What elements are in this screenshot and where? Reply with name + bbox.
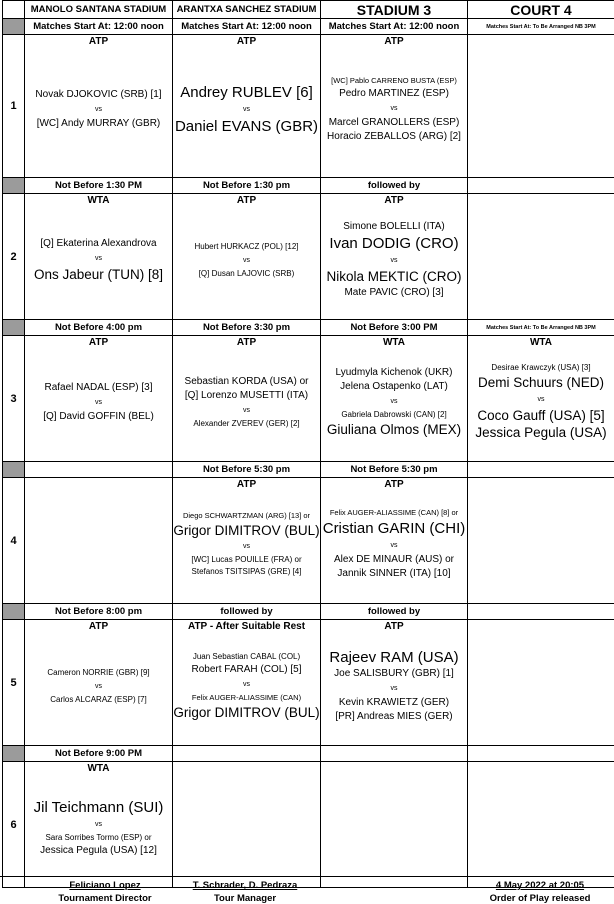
tour-label: ATP	[173, 338, 320, 348]
gray-marker	[3, 604, 25, 620]
player-name: Lyudmyla Kichenok (UKR)	[321, 368, 467, 378]
match-row	[3, 620, 614, 746]
versus-label: vs	[25, 255, 172, 262]
tournament-director-name: Feliciano Lopez	[40, 880, 170, 891]
match-number: 2	[3, 194, 25, 320]
tour-label: ATP	[173, 196, 320, 206]
tour-label: ATP	[173, 480, 320, 490]
time-note-4	[468, 604, 614, 620]
player-name: Rafael NADAL (ESP) [3]	[25, 383, 172, 393]
player-name: Jelena Ostapenko (LAT)	[321, 382, 467, 392]
time-row	[3, 604, 614, 620]
time-note-2: Not Before 5:30 pm	[173, 462, 321, 478]
player-name: Ons Jabeur (TUN) [8]	[25, 268, 172, 282]
versus-label: vs	[173, 257, 320, 264]
tournament-director-title: Tournament Director	[40, 893, 170, 904]
gray-marker	[3, 178, 25, 194]
time-note-3: followed by	[321, 604, 468, 620]
time-note-1	[25, 462, 173, 478]
court-name-2: ARANTXA SANCHEZ STADIUM	[173, 1, 321, 19]
match-cell	[321, 762, 468, 888]
tour-label: WTA	[468, 338, 614, 348]
player-name: Jessica Pegula (USA) [12]	[25, 846, 172, 856]
time-note-3	[321, 746, 468, 762]
match-cell	[468, 194, 614, 320]
player-name: Alex DE MINAUR (AUS) or	[321, 555, 467, 565]
match-cell	[25, 478, 173, 604]
player-name: Juan Sebastian CABAL (COL)	[173, 653, 320, 661]
versus-label: vs	[173, 407, 320, 414]
match-cell	[321, 336, 468, 462]
player-name: Demi Schuurs (NED)	[468, 376, 614, 390]
versus-label: vs	[321, 257, 467, 264]
time-note-3: Not Before 3:00 PM	[321, 320, 468, 336]
player-name: [Q] Lorenzo MUSETTI (ITA)	[173, 391, 320, 401]
match-cell	[173, 194, 321, 320]
player-name: Andrey RUBLEV [6]	[173, 85, 320, 100]
versus-label: vs	[173, 543, 320, 550]
time-note-2	[173, 746, 321, 762]
player-name: Cristian GARIN (CHI)	[321, 521, 467, 536]
tour-label: WTA	[25, 764, 172, 774]
versus-label: vs	[321, 542, 467, 549]
match-cell	[468, 478, 614, 604]
time-note-1: Not Before 1:30 PM	[25, 178, 173, 194]
player-name: Horacio ZEBALLOS (ARG) [2]	[321, 132, 467, 142]
court-header-row	[3, 1, 614, 19]
gray-marker	[3, 746, 25, 762]
player-name: Ivan DODIG (CRO)	[321, 236, 467, 251]
player-name: [PR] Andreas MIES (GER)	[321, 712, 467, 722]
match-cell	[173, 478, 321, 604]
tour-label: ATP	[321, 37, 467, 47]
time-row	[3, 462, 614, 478]
tour-label: WTA	[25, 196, 172, 206]
footer	[0, 876, 614, 901]
player-name: Stefanos TSITSIPAS (GRE) [4]	[173, 568, 320, 576]
match-cell	[25, 762, 173, 888]
tour-label: ATP	[321, 622, 467, 632]
player-name: Jil Teichmann (SUI)	[25, 800, 172, 815]
versus-label: vs	[173, 681, 320, 688]
player-name: Felix AUGER-ALIASSIME (CAN) [8] or	[321, 509, 467, 517]
versus-label: vs	[25, 106, 172, 113]
player-name: Grigor DIMITROV (BUL)	[173, 706, 320, 720]
player-name: Grigor DIMITROV (BUL)	[173, 524, 320, 538]
time-note-4	[468, 462, 614, 478]
player-name: [Q] David GOFFIN (BEL)	[25, 412, 172, 422]
tour-label: WTA	[321, 338, 467, 348]
player-name: [Q] Ekaterina Alexandrova	[25, 239, 172, 249]
court-name-3: STADIUM 3	[321, 1, 468, 19]
player-name: Gabriela Dabrowski (CAN) [2]	[321, 411, 467, 419]
tour-label: ATP	[25, 37, 172, 47]
versus-label: vs	[173, 106, 320, 113]
match-row	[3, 478, 614, 604]
time-note-2: Not Before 3:30 pm	[173, 320, 321, 336]
start-time-4: Matches Start At: To Be Arranged NB 3PM	[468, 19, 614, 35]
versus-label: vs	[468, 396, 614, 403]
match-cell	[468, 336, 614, 462]
tour-label: ATP	[25, 338, 172, 348]
player-name: Nikola MEKTIC (CRO)	[321, 270, 467, 284]
match-cell	[173, 336, 321, 462]
player-name: Sara Sorribes Tormo (ESP) or	[25, 834, 172, 842]
time-row	[3, 320, 614, 336]
match-cell	[25, 35, 173, 178]
player-name: Alexander ZVEREV (GER) [2]	[173, 420, 320, 428]
player-name: Mate PAVIC (CRO) [3]	[321, 288, 467, 298]
match-cell	[173, 35, 321, 178]
tour-label: ATP	[321, 196, 467, 206]
player-name: Felix AUGER-ALIASSIME (CAN)	[173, 694, 320, 702]
match-row	[3, 194, 614, 320]
time-note-3: followed by	[321, 178, 468, 194]
start-time-1: Matches Start At: 12:00 noon	[25, 19, 173, 35]
player-name: Cameron NORRIE (GBR) [9]	[25, 669, 172, 677]
time-note-4	[468, 746, 614, 762]
start-time-row	[3, 19, 614, 35]
court-name-4: COURT 4	[468, 1, 614, 19]
versus-label: vs	[25, 683, 172, 690]
player-name: Novak DJOKOVIC (SRB) [1]	[25, 90, 172, 100]
player-name: Pedro MARTINEZ (ESP)	[321, 89, 467, 99]
corner-cell	[3, 1, 25, 19]
match-row	[3, 336, 614, 462]
gray-marker	[3, 462, 25, 478]
release-note: Order of Play released	[470, 893, 610, 904]
player-name: Desirae Krawczyk (USA) [3]	[468, 364, 614, 372]
player-name: Joe SALISBURY (GBR) [1]	[321, 669, 467, 679]
time-note-1: Not Before 4:00 pm	[25, 320, 173, 336]
player-name: Coco Gauff (USA) [5]	[468, 409, 614, 423]
match-row	[3, 35, 614, 178]
time-note-2: followed by	[173, 604, 321, 620]
match-cell	[468, 35, 614, 178]
player-name: Diego SCHWARTZMAN (ARG) [13] or	[173, 512, 320, 520]
match-number: 4	[3, 478, 25, 604]
time-note-4	[468, 178, 614, 194]
player-name: Marcel GRANOLLERS (ESP)	[321, 118, 467, 128]
match-number: 1	[3, 35, 25, 178]
order-of-play-table	[2, 0, 614, 888]
player-name: Carlos ALCARAZ (ESP) [7]	[25, 696, 172, 704]
match-cell	[321, 478, 468, 604]
player-name: Sebastian KORDA (USA) or	[173, 377, 320, 387]
tour-label: ATP - After Suitable Rest	[173, 622, 320, 632]
player-name: Simone BOLELLI (ITA)	[321, 222, 467, 232]
match-cell	[321, 194, 468, 320]
player-name: [Q] Dusan LAJOVIC (SRB)	[173, 270, 320, 278]
tour-manager-names: T. Schrader, D. Pedraza	[180, 880, 310, 891]
player-name: Hubert HURKACZ (POL) [12]	[173, 243, 320, 251]
player-name: Giuliana Olmos (MEX)	[321, 423, 467, 437]
time-note-1: Not Before 8:00 pm	[25, 604, 173, 620]
time-note-2: Not Before 1:30 pm	[173, 178, 321, 194]
match-cell	[25, 620, 173, 746]
gray-marker	[3, 320, 25, 336]
release-date: 4 May 2022 at 20:05	[470, 880, 610, 891]
player-name: Rajeev RAM (USA)	[321, 650, 467, 665]
player-name: Jessica Pegula (USA)	[468, 426, 614, 440]
time-note-3: Not Before 5:30 pm	[321, 462, 468, 478]
match-number: 3	[3, 336, 25, 462]
time-row	[3, 178, 614, 194]
match-cell	[173, 762, 321, 888]
versus-label: vs	[321, 398, 467, 405]
tour-label: ATP	[25, 622, 172, 632]
match-cell	[321, 620, 468, 746]
player-name: Jannik SINNER (ITA) [10]	[321, 569, 467, 579]
start-time-3: Matches Start At: 12:00 noon	[321, 19, 468, 35]
match-cell	[25, 194, 173, 320]
time-note-4: Matches Start At: To Be Arranged NB 3PM	[468, 320, 614, 336]
player-name: Robert FARAH (COL) [5]	[173, 665, 320, 675]
versus-label: vs	[321, 685, 467, 692]
match-cell	[25, 336, 173, 462]
match-cell	[321, 35, 468, 178]
match-cell	[468, 762, 614, 888]
court-name-1: MANOLO SANTANA STADIUM	[25, 1, 173, 19]
player-name: Daniel EVANS (GBR)	[173, 119, 320, 134]
match-number: 5	[3, 620, 25, 746]
match-cell	[468, 620, 614, 746]
versus-label: vs	[321, 105, 467, 112]
time-row	[3, 746, 614, 762]
versus-label: vs	[25, 399, 172, 406]
player-name: [WC] Andy MURRAY (GBR)	[25, 119, 172, 129]
match-row	[3, 762, 614, 888]
tour-manager-title: Tour Manager	[180, 893, 310, 904]
match-cell	[173, 620, 321, 746]
tour-label: ATP	[321, 480, 467, 490]
versus-label: vs	[25, 821, 172, 828]
tour-label: ATP	[173, 37, 320, 47]
player-name: [WC] Pablo CARRENO BUSTA (ESP)	[321, 77, 467, 85]
time-note-1: Not Before 9:00 PM	[25, 746, 173, 762]
gray-marker	[3, 19, 25, 35]
player-name: [WC] Lucas POUILLE (FRA) or	[173, 556, 320, 564]
match-number: 6	[3, 762, 25, 888]
start-time-2: Matches Start At: 12:00 noon	[173, 19, 321, 35]
player-name: Kevin KRAWIETZ (GER)	[321, 698, 467, 708]
